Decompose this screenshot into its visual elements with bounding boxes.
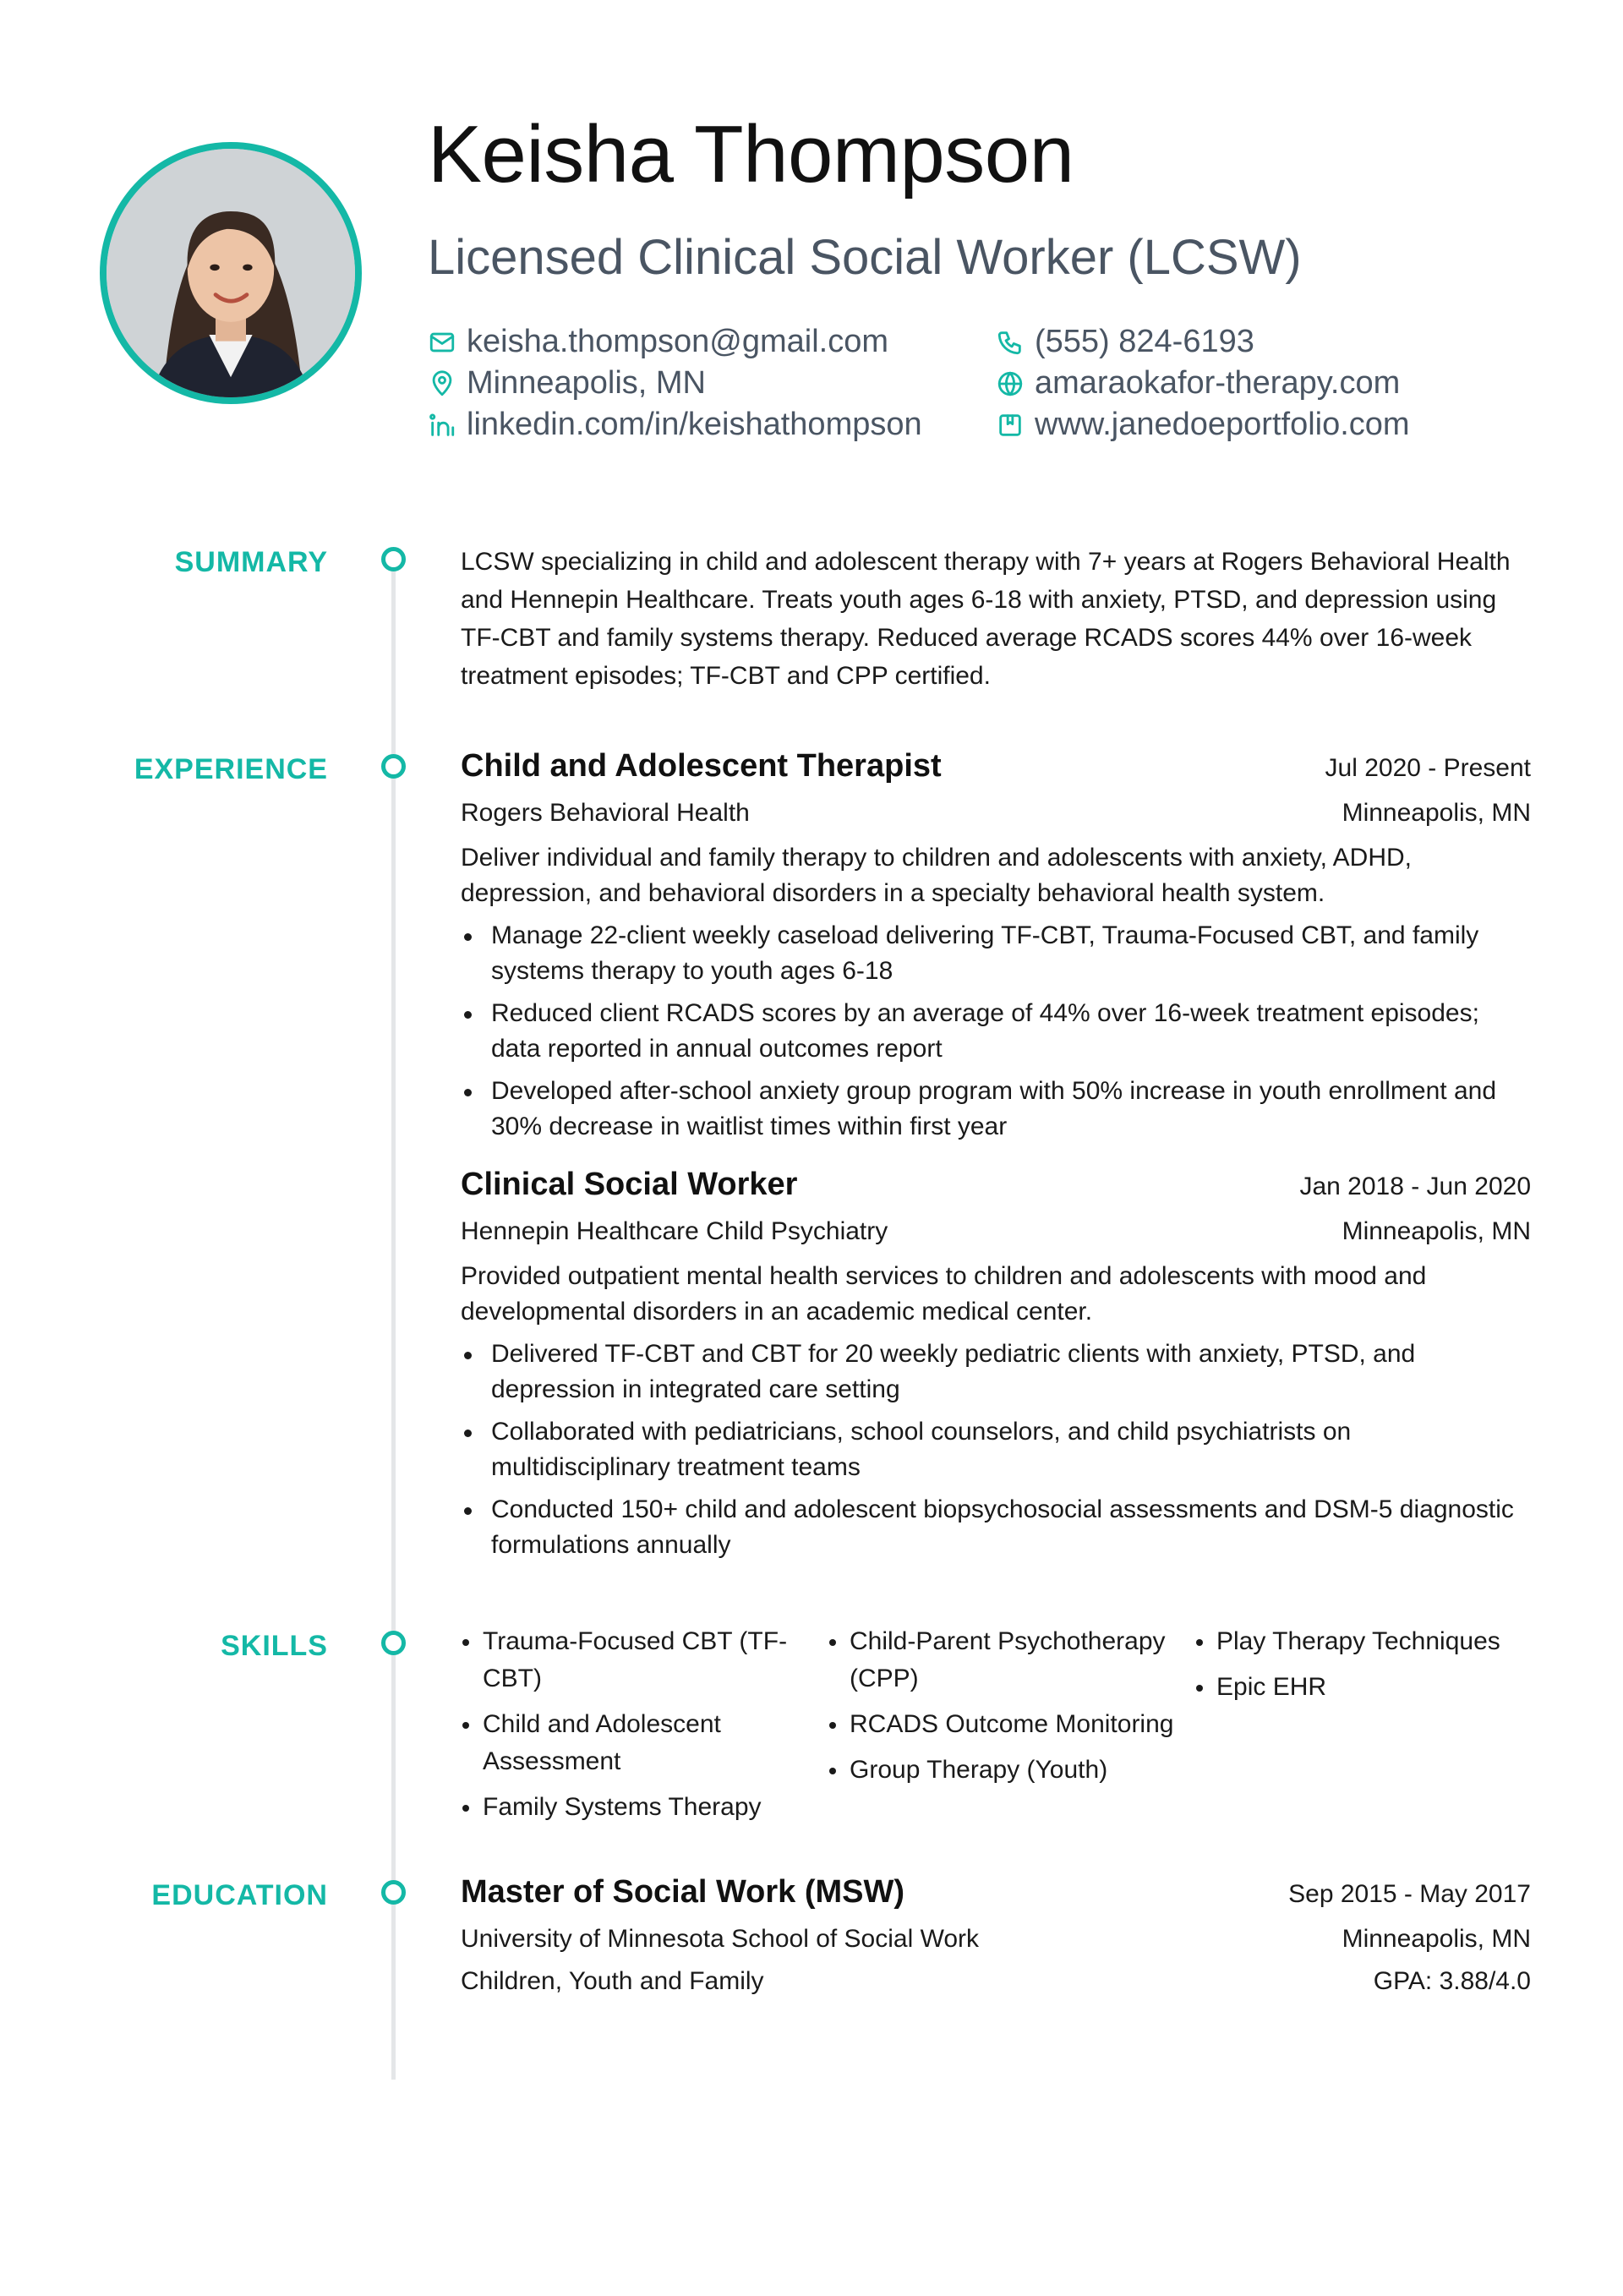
school-name: University of Minnesota School of Social Work [461, 1925, 980, 1953]
job-dates: Jul 2020 - Present [1325, 754, 1531, 782]
location-text: Minneapolis, MN [467, 365, 706, 401]
list-item: Delivered TF-CBT and CBT for 20 weekly pediatric clients with anxiety, PTSD, and depression in integrated care setting [461, 1337, 1531, 1408]
contact-info [428, 321, 1527, 446]
email-text: keisha.thompson@gmail.com [467, 324, 889, 359]
job-description: Deliver individual and family therapy to children and adolescents with anxiety, ADHD, depression, and behavioral disorders in a specialty behavioral health system. [461, 844, 1413, 907]
mail-icon [428, 328, 456, 357]
skills-section [461, 1623, 1531, 1834]
section-label-education: EDUCATION [151, 1879, 328, 1911]
location-icon [428, 369, 456, 398]
skill-item: Play Therapy Techniques [1194, 1623, 1533, 1660]
education-gpa: GPA: 3.88/4.0 [1373, 1967, 1531, 1995]
list-item: Manage 22-client weekly caseload delivering TF-CBT, Trauma-Focused CBT, and family systems therapy to youth ages 6-18 [461, 918, 1531, 989]
education-location: Minneapolis, MN [1342, 1925, 1531, 1953]
contact-linkedin[interactable] [428, 404, 996, 446]
education-focus: Children, Youth and Family [461, 1967, 764, 1995]
candidate-name: Keisha Thompson [428, 109, 1074, 200]
section-label-summary: SUMMARY [174, 546, 328, 578]
list-item: Collaborated with pediatricians, school counselors, and child psychiatrists on multidisciplinary treatment teams [461, 1414, 1531, 1485]
list-item: Developed after-school anxiety group program with 50% increase in youth enrollment and 30% decrease in waitlist times within first year [461, 1074, 1531, 1145]
job-dates: Jan 2018 - Jun 2020 [1299, 1173, 1531, 1200]
timeline-dot-summary [381, 547, 406, 571]
timeline-dot-education [381, 1880, 406, 1905]
skill-item: Family Systems Therapy [461, 1789, 828, 1826]
achievement-list [461, 1337, 1531, 1563]
job-description: Provided outpatient mental health services to children and adolescents with mood and developmental disorders in an academic medical center. [461, 1262, 1427, 1326]
company-name: Rogers Behavioral Health [461, 799, 750, 827]
job-location: Minneapolis, MN [1342, 799, 1531, 827]
list-item: Conducted 150+ child and adolescent biopsychosocial assessments and DSM-5 diagnostic formulations annually [461, 1492, 1531, 1563]
job-title: Clinical Social Worker [461, 1167, 798, 1202]
list-item: Reduced client RCADS scores by an average of 44% over 16-week treatment episodes; data reported in annual outcomes report [461, 996, 1531, 1067]
contact-portfolio[interactable] [996, 404, 1503, 446]
summary-text: LCSW specializing in child and adolescent therapy with 7+ years at Rogers Behavioral Health and Hennepin Healthcare. Treats youth ages 6-18 with anxiety, PTSD, and depression using TF-CBT and family systems therapy. Reduced average RCADS scores 44% over 16-week treatment episodes; TF-CBT and CPP certified. [461, 548, 1511, 690]
phone-text: (555) 824-6193 [1035, 324, 1254, 359]
skill-item: Child-Parent Psychotherapy (CPP) [828, 1623, 1194, 1697]
skill-item: Epic EHR [1194, 1669, 1533, 1706]
degree-title: Master of Social Work (MSW) [461, 1874, 905, 1910]
skill-item: RCADS Outcome Monitoring [828, 1706, 1194, 1743]
experience-section [461, 748, 1531, 1563]
education-section [461, 1874, 1531, 1998]
linkedin-text: linkedin.com/in/keishathompson [467, 407, 922, 442]
experience-entry [461, 1167, 1531, 1563]
contact-website[interactable] [996, 363, 1503, 404]
achievement-list [461, 918, 1531, 1145]
phone-icon [996, 328, 1025, 357]
section-label-experience: EXPERIENCE [134, 753, 328, 785]
job-title: Child and Adolescent Therapist [461, 748, 942, 784]
timeline-line [391, 558, 396, 2080]
skill-item: Trauma-Focused CBT (TF-CBT) [461, 1623, 828, 1697]
company-name: Hennepin Healthcare Child Psychiatry [461, 1217, 888, 1245]
portfolio-text: www.janedoeportfolio.com [1035, 407, 1410, 442]
website-text: amaraokafor-therapy.com [1035, 365, 1401, 401]
skill-item: Group Therapy (Youth) [828, 1752, 1194, 1789]
education-dates: Sep 2015 - May 2017 [1288, 1880, 1531, 1908]
experience-entry [461, 748, 1531, 1145]
contact-location [428, 363, 996, 404]
summary-section [461, 543, 1531, 695]
contact-email[interactable] [428, 321, 996, 363]
globe-icon [996, 369, 1025, 398]
contact-phone[interactable] [996, 321, 1503, 363]
avatar [100, 142, 362, 404]
job-title-heading: Licensed Clinical Social Worker (LCSW) [428, 230, 1302, 285]
job-location: Minneapolis, MN [1342, 1217, 1531, 1245]
timeline-dot-experience [381, 754, 406, 779]
skill-item: Child and Adolescent Assessment [461, 1706, 828, 1780]
portfolio-icon [996, 411, 1025, 440]
timeline-dot-skills [381, 1631, 406, 1655]
section-label-skills: SKILLS [221, 1630, 328, 1662]
linkedin-icon [428, 411, 456, 440]
profile-photo [107, 149, 355, 397]
